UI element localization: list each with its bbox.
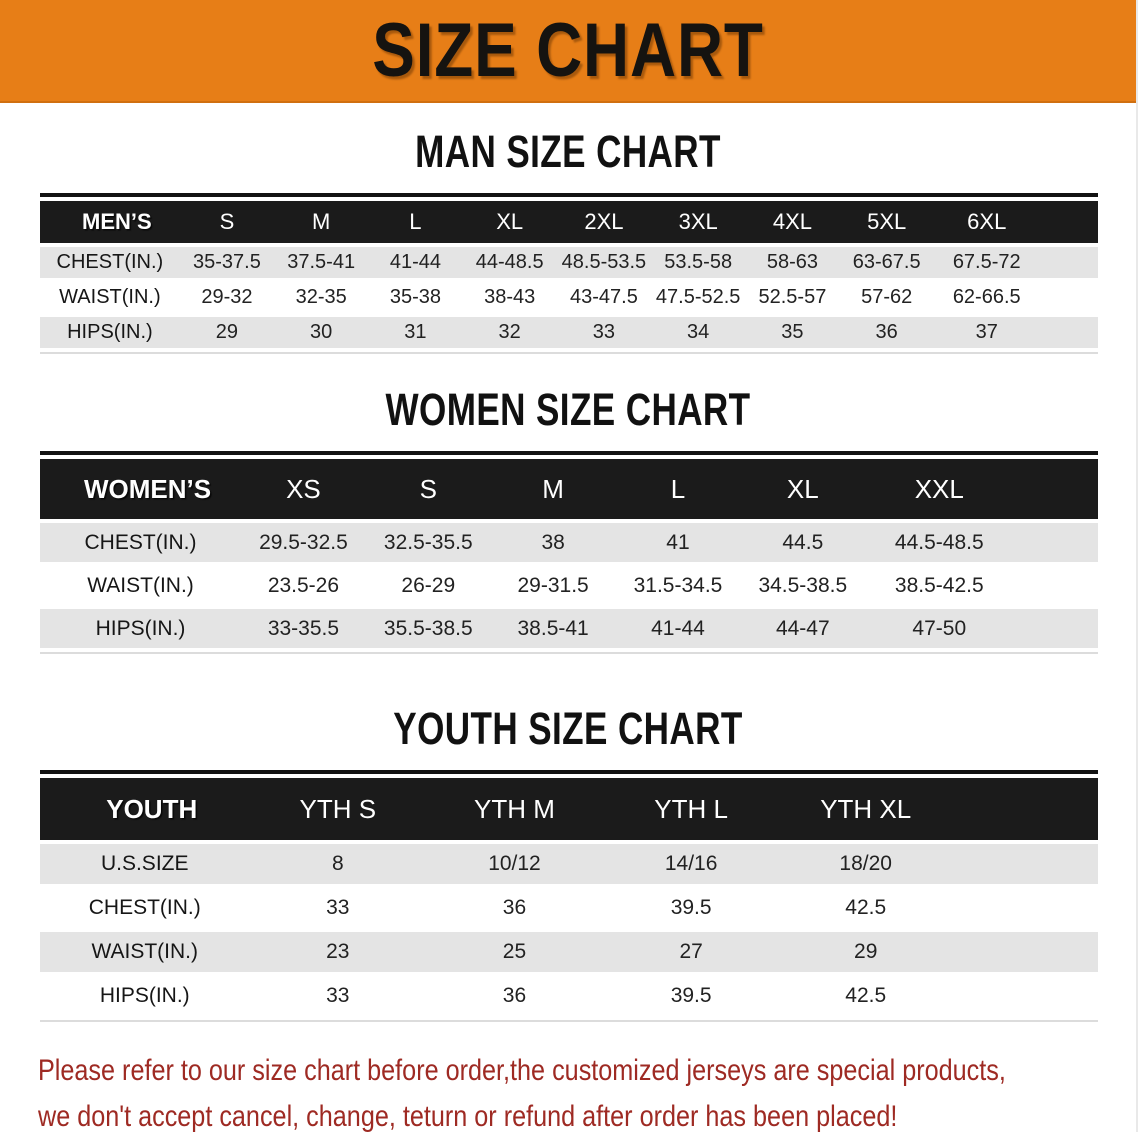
size-value-cell: 63-67.5 — [840, 247, 934, 278]
size-value-cell: 67.5-72 — [934, 247, 1040, 278]
measurement-row — [40, 282, 1098, 313]
youth-chart-heading-text: YOUTH SIZE CHART — [393, 703, 743, 754]
size-value-cell: 43-47.5 — [569, 286, 638, 308]
size-value-cell: 38-43 — [484, 286, 536, 308]
size-value-cell: 41 — [616, 523, 741, 562]
size-value-cell: 36 — [502, 984, 527, 1007]
measurement-row — [40, 566, 1098, 605]
size-value-cell: 35 — [745, 317, 839, 348]
men-chart-heading — [0, 126, 1136, 177]
size-column-header: 3XL — [651, 201, 745, 243]
row-filler-cell — [1040, 247, 1098, 278]
table-header-row — [40, 459, 1098, 519]
measurement-row — [40, 976, 1098, 1016]
row-filler-cell — [1013, 523, 1098, 562]
size-column-header: XL — [740, 459, 865, 519]
measurement-row-label: WAIST(IN.) — [87, 573, 194, 597]
size-value-cell: 34.5-38.5 — [758, 573, 848, 597]
disclaimer-line-1: Please refer to our size chart before order,the customized jerseys are special products, — [38, 1054, 1006, 1087]
measurement-row — [40, 888, 1098, 928]
size-value-cell: 42.5 — [845, 984, 887, 1007]
size-value-cell: 44-47 — [740, 609, 865, 648]
measurement-row-label: CHEST(IN.) — [40, 247, 180, 278]
size-value-cell: 10/12 — [426, 844, 603, 884]
measurement-row-label: HIPS(IN.) — [40, 317, 180, 348]
size-value-cell: 33 — [326, 896, 350, 919]
size-value-cell: 53.5-58 — [651, 247, 745, 278]
size-value-cell: 29.5-32.5 — [241, 523, 366, 562]
row-filler-cell — [952, 844, 1098, 884]
size-value-cell: 41-44 — [368, 247, 462, 278]
measurement-row — [40, 247, 1098, 278]
size-value-cell: 33 — [557, 317, 651, 348]
table-header-row — [40, 201, 1098, 243]
size-value-cell: 38 — [491, 523, 616, 562]
measurement-row-label: WAIST(IN.) — [40, 932, 249, 972]
women-size-table-grid — [40, 455, 1098, 652]
size-value-cell: 25 — [426, 932, 603, 972]
men-chart-heading-text: MAN SIZE CHART — [415, 126, 721, 177]
size-value-cell: 42.5 — [845, 896, 887, 919]
size-value-cell: 52.5-57 — [758, 286, 827, 308]
row-filler-cell — [1013, 609, 1098, 648]
size-value-cell: 18/20 — [779, 844, 951, 884]
size-value-cell: 36 — [840, 317, 934, 348]
measurement-row-label: CHEST(IN.) — [40, 523, 241, 562]
measurement-row-label: CHEST(IN.) — [88, 896, 201, 919]
header-filler-cell — [1013, 459, 1098, 519]
size-column-header: S — [366, 459, 491, 519]
measurement-row-label: HIPS(IN.) — [99, 984, 190, 1007]
size-value-cell: 58-63 — [745, 247, 839, 278]
size-value-cell: 29 — [180, 317, 274, 348]
size-value-cell: 34 — [651, 317, 745, 348]
size-value-cell: 35-38 — [389, 286, 441, 308]
size-value-cell: 37 — [934, 317, 1040, 348]
size-value-cell: 23 — [249, 932, 426, 972]
table-bottom-border — [40, 652, 1098, 654]
women-chart-heading-text: WOMEN SIZE CHART — [385, 384, 751, 435]
measurement-row-label: U.S.SIZE — [40, 844, 249, 884]
size-value-cell: 38.5-42.5 — [894, 573, 984, 597]
size-value-cell: 8 — [249, 844, 426, 884]
size-value-cell: 48.5-53.5 — [557, 247, 651, 278]
size-value-cell: 62-66.5 — [952, 286, 1021, 308]
table-bottom-border — [40, 352, 1098, 354]
size-value-cell: 47.5-52.5 — [655, 286, 741, 308]
size-value-cell: 44.5 — [740, 523, 865, 562]
size-value-cell: 37.5-41 — [274, 247, 368, 278]
header-filler-cell — [1040, 201, 1098, 243]
table-bottom-border — [40, 1020, 1098, 1022]
youth-size-table — [40, 770, 1098, 1022]
size-value-cell: 31.5-34.5 — [633, 573, 723, 597]
size-value-cell: 39.5 — [670, 896, 712, 919]
women-chart-heading — [0, 384, 1136, 435]
youth-size-table-grid — [40, 774, 1098, 1020]
youth-size-section — [0, 703, 1136, 1022]
size-value-cell: 44.5-48.5 — [865, 523, 1013, 562]
measurement-row-label: WAIST(IN.) — [59, 286, 161, 308]
size-value-cell: 32.5-35.5 — [366, 523, 491, 562]
men-size-table — [40, 193, 1098, 354]
women-size-table — [40, 451, 1098, 654]
measurement-row-label: HIPS(IN.) — [40, 609, 241, 648]
men-size-section — [0, 126, 1136, 354]
row-filler-cell — [952, 976, 1098, 1016]
size-value-cell: 32-35 — [295, 286, 347, 308]
table-corner-label: YOUTH — [40, 778, 249, 840]
size-column-header: YTH S — [249, 778, 426, 840]
size-value-cell: 27 — [603, 932, 780, 972]
row-filler-cell — [952, 888, 1098, 928]
size-column-header: XS — [241, 459, 366, 519]
row-filler-cell — [1040, 282, 1098, 313]
size-column-header: M — [274, 201, 368, 243]
size-value-cell: 57-62 — [861, 286, 913, 308]
size-value-cell: 41-44 — [616, 609, 741, 648]
row-filler-cell — [1013, 566, 1098, 605]
size-column-header: YTH XL — [779, 778, 951, 840]
disclaimer-text — [0, 1048, 1136, 1132]
measurement-row — [40, 844, 1098, 884]
size-value-cell: 33-35.5 — [241, 609, 366, 648]
size-column-header: 4XL — [745, 201, 839, 243]
size-value-cell: 23.5-26 — [267, 573, 340, 597]
size-column-header: YTH M — [426, 778, 603, 840]
youth-chart-heading — [0, 703, 1136, 754]
size-value-cell: 29-31.5 — [517, 573, 589, 597]
size-column-header: 5XL — [840, 201, 934, 243]
size-value-cell: 29 — [779, 932, 951, 972]
size-value-cell: 36 — [502, 896, 527, 919]
size-column-header: XL — [463, 201, 557, 243]
size-value-cell: 35.5-38.5 — [366, 609, 491, 648]
size-value-cell: 14/16 — [603, 844, 780, 884]
row-filler-cell — [952, 932, 1098, 972]
size-chart-banner — [0, 0, 1136, 103]
size-column-header: 6XL — [934, 201, 1040, 243]
size-value-cell: 39.5 — [670, 984, 712, 1007]
size-column-header: XXL — [865, 459, 1013, 519]
size-value-cell: 30 — [274, 317, 368, 348]
measurement-row — [40, 523, 1098, 562]
women-size-section — [0, 384, 1136, 654]
table-header-row — [40, 778, 1098, 840]
size-column-header: L — [368, 201, 462, 243]
size-column-header: M — [491, 459, 616, 519]
size-value-cell: 44-48.5 — [463, 247, 557, 278]
size-column-header: L — [616, 459, 741, 519]
header-filler-cell — [952, 778, 1098, 840]
size-column-header: 2XL — [557, 201, 651, 243]
size-column-header: YTH L — [603, 778, 780, 840]
table-corner-label: MEN’S — [40, 201, 180, 243]
men-size-table-grid — [40, 197, 1098, 352]
size-value-cell: 47-50 — [865, 609, 1013, 648]
disclaimer-line-2: we don't accept cancel, change, teturn or refund after order has been placed! — [38, 1100, 898, 1132]
size-value-cell: 38.5-41 — [491, 609, 616, 648]
measurement-row — [40, 317, 1098, 348]
page-title: SIZE CHART — [372, 8, 764, 93]
measurement-row — [40, 609, 1098, 648]
size-value-cell: 32 — [463, 317, 557, 348]
size-value-cell: 29-32 — [201, 286, 253, 308]
size-column-header: S — [180, 201, 274, 243]
size-value-cell: 33 — [326, 984, 350, 1007]
size-value-cell: 35-37.5 — [180, 247, 274, 278]
table-corner-label: WOMEN’S — [40, 459, 241, 519]
measurement-row — [40, 932, 1098, 972]
size-value-cell: 31 — [368, 317, 462, 348]
row-filler-cell — [1040, 317, 1098, 348]
size-value-cell: 26-29 — [401, 573, 456, 597]
